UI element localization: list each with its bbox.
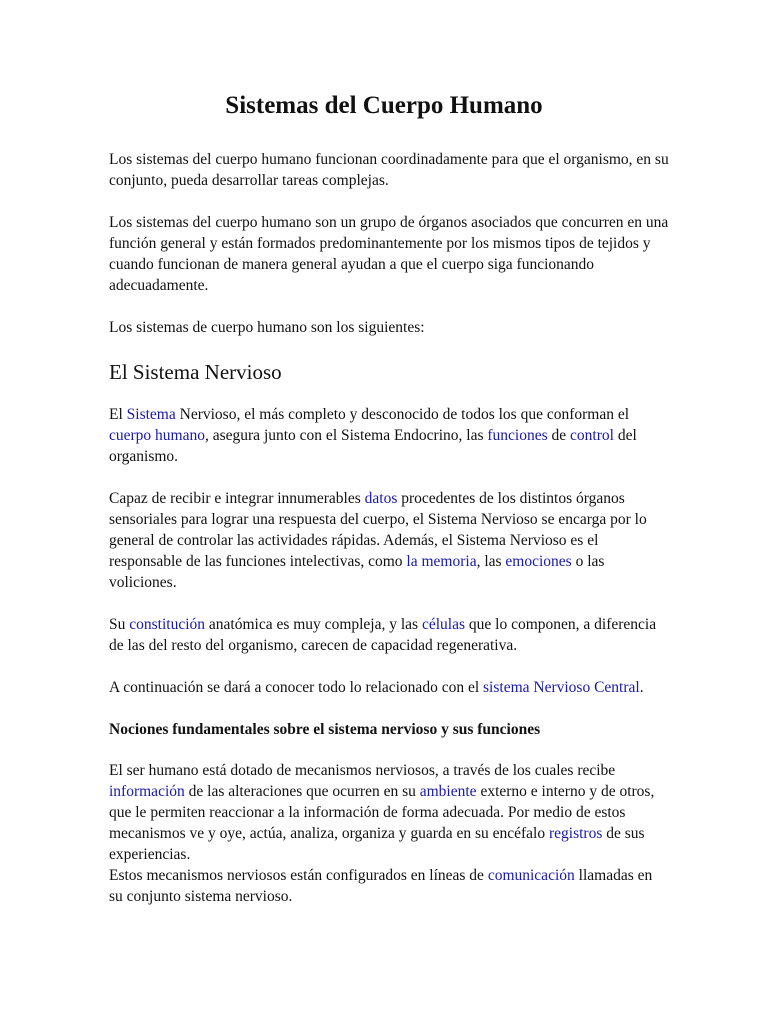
paragraph-a-continuacion xyxy=(109,677,669,698)
link-sistema[interactable]: Sistema xyxy=(126,405,176,423)
text-span: A continuación se dará a conocer todo lo relacionado con el xyxy=(109,678,484,696)
link-datos[interactable]: datos xyxy=(364,489,398,507)
link-emociones[interactable]: emociones xyxy=(505,552,572,570)
subheading-nociones: Nociones fundamentales sobre el sistema nervioso y sus funciones xyxy=(109,720,541,738)
text-span: de xyxy=(547,426,571,444)
text-span: anatómica es muy compleja, y las xyxy=(205,615,422,633)
text-span: , las xyxy=(476,552,506,570)
link-cuerpo-humano[interactable]: cuerpo humano xyxy=(109,426,205,444)
text-span: de las alteraciones que ocurren en su xyxy=(184,782,420,800)
text-span: El xyxy=(109,405,127,423)
link-informacion[interactable]: información xyxy=(109,782,185,800)
link-control[interactable]: control xyxy=(570,426,614,444)
link-la-memoria[interactable]: la memoria xyxy=(406,552,477,570)
intro-paragraph-3: Los sistemas de cuerpo humano son los siguientes: xyxy=(109,318,425,336)
link-celulas[interactable]: células xyxy=(421,615,466,633)
text-span: o las voliciones. xyxy=(109,552,605,591)
text-span: llamadas en su conjunto sistema nervioso. xyxy=(109,866,653,905)
link-registros[interactable]: registros xyxy=(548,824,603,842)
text-span: que lo componen, a diferencia de las del resto del organismo, carecen de capacidad regenerativa. xyxy=(109,615,657,654)
link-comunicacion[interactable]: comunicación xyxy=(487,866,575,884)
paragraph-constitucion xyxy=(109,614,669,656)
link-constitucion[interactable]: constitución xyxy=(129,615,206,633)
link-ambiente[interactable]: ambiente xyxy=(419,782,477,800)
text-span: de sus experiencias. xyxy=(109,824,645,863)
paragraph-capaz-de-recibir xyxy=(109,488,669,593)
text-span: Capaz de recibir e integrar innumerables xyxy=(109,489,365,507)
text-span: El ser humano está dotado de mecanismos nerviosos, a través de los cuales recibe xyxy=(109,761,616,779)
document-page xyxy=(109,90,669,928)
text-span: Su xyxy=(109,615,130,633)
link-sistema-nervioso-central[interactable]: sistema Nervioso Central xyxy=(483,678,640,696)
paragraph-ser-humano xyxy=(109,760,669,907)
text-span: del organismo. xyxy=(109,426,637,465)
section-heading-sistema-nervioso: El Sistema Nervioso xyxy=(109,359,282,384)
text-span: externo e interno y de otros, que le permiten reaccionar a la información de forma adecuada. Por medio de estos mecanismos ve y oye, actúa, analiza, organiza y guarda en su encéfalo xyxy=(109,782,655,842)
text-span: Estos mecanismos nerviosos están configurados en líneas de xyxy=(109,866,488,884)
link-funciones[interactable]: funciones xyxy=(487,426,548,444)
page-title: Sistemas del Cuerpo Humano xyxy=(225,92,543,119)
text-span: procedentes de los distintos órganos sensoriales para lograr una respuesta del cuerpo, el Sistema Nervioso se encarga por lo general de controlar las actividades rápidas. Además, el Sistema Nervioso es el responsable de las funciones intelectivas, como xyxy=(109,489,647,570)
intro-paragraph-1: Los sistemas del cuerpo humano funcionan coordinadamente para que el organismo, en su conjunto, pueda desarrollar tareas complejas. xyxy=(109,150,669,189)
text-span: . xyxy=(639,678,644,696)
text-span: , asegura junto con el Sistema Endocrino, las xyxy=(204,426,488,444)
paragraph-sistema-nervioso-intro xyxy=(109,404,669,467)
intro-paragraph-2: Los sistemas del cuerpo humano son un grupo de órganos asociados que concurren en una función general y están formados predominantemente por los mismos tipos de tejidos y cuando funcionan de manera general ayudan a que el cuerpo siga funcionando adecuadamente. xyxy=(109,213,669,294)
text-span: Nervioso, el más completo y desconocido de todos los que conforman el xyxy=(175,405,630,423)
